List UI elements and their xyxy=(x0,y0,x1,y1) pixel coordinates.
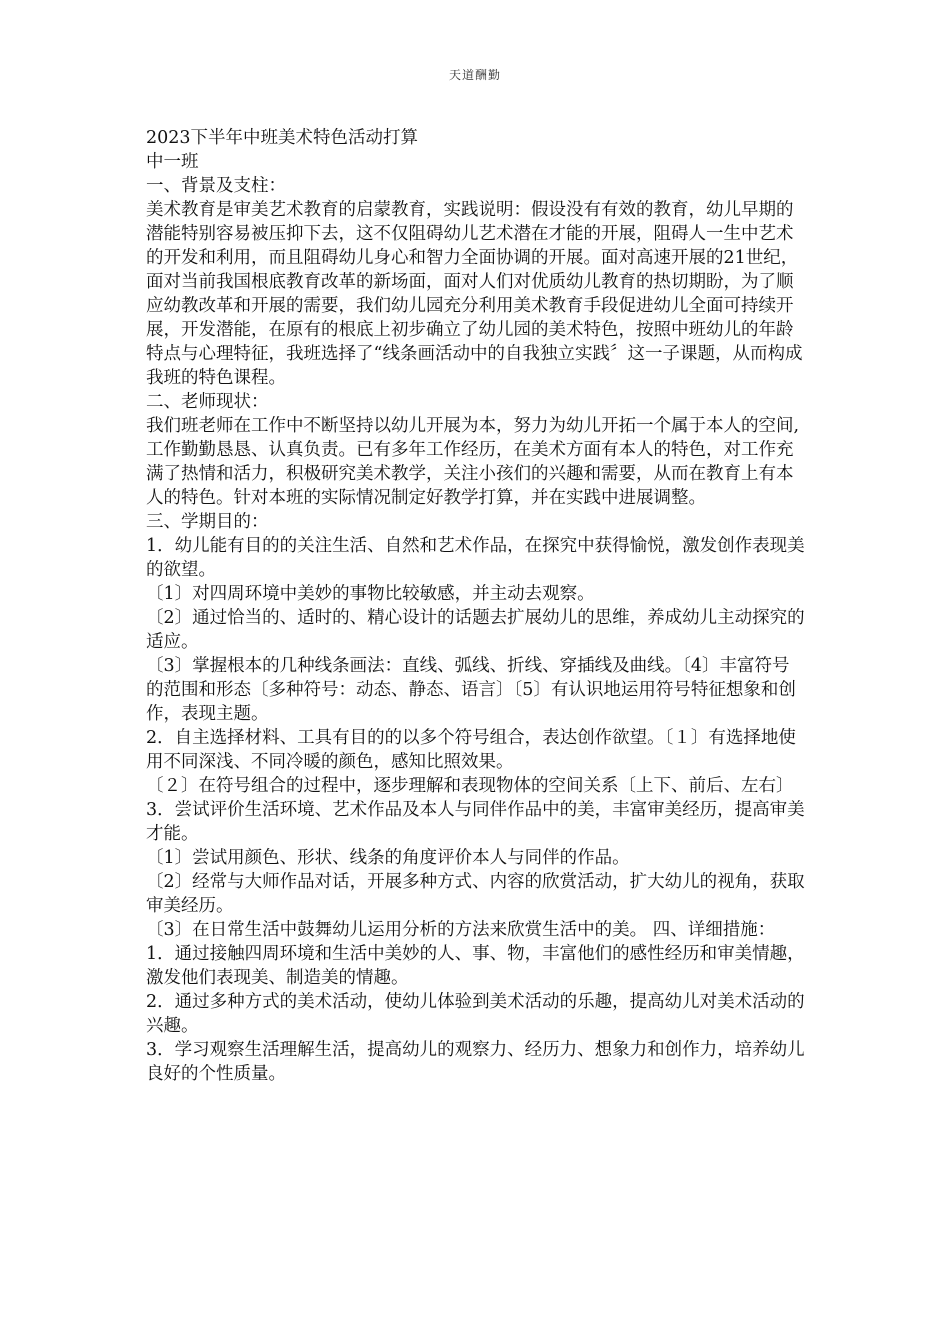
class-name: 中一班 xyxy=(146,152,199,172)
paragraph: 3．学习观察生活理解生活，提高幼儿的观察力、经历力、想象力和创作力，培养幼儿良好的个性质量。 xyxy=(146,1040,805,1084)
section-heading: 二、老师现状： xyxy=(146,392,269,412)
paragraph: 〔1〕对四周环境中美妙的事物比较敏感，并主动去观察。 xyxy=(146,584,595,604)
paragraph: 1．幼儿能有目的的关注生活、自然和艺术作品，在探究中获得愉悦，激发创作表现美的欲望。 xyxy=(146,536,805,580)
section-heading: 一、背景及支柱： xyxy=(146,176,286,196)
document-title: 2023下半年中班美术特色活动打算 xyxy=(146,128,419,148)
paragraph: 〔２〕在符号组合的过程中，逐步理解和表现物体的空间关系〔上下、前后、左右〕 xyxy=(146,776,794,796)
paragraph: 3．尝试评价生活环境、艺术作品及本人与同伴作品中的美，丰富审美经历，提高审美才能。 xyxy=(146,800,805,844)
paragraph: 〔2〕通过恰当的、适时的、精心设计的话题去扩展幼儿的思维，养成幼儿主动探究的适应。 xyxy=(146,608,805,652)
paragraph: 1．通过接触四周环境和生活中美妙的人、事、物，丰富他们的感性经历和审美情趣，激发他们表现美、制造美的情趣。 xyxy=(146,944,805,988)
paragraph: 2．通过多种方式的美术活动，使幼儿体验到美术活动的乐趣，提高幼儿对美术活动的兴趣。 xyxy=(146,992,805,1036)
paragraph: 〔3〕在日常生活中鼓舞幼儿运用分析的方法来欣赏生活中的美。 四、详细措施： xyxy=(146,920,776,940)
paragraph: 2．自主选择材料、工具有目的的以多个符号组合，表达创作欲望。〔１〕有选择地使用不同深浅、不同冷暖的颜色，感知比照效果。 xyxy=(146,728,796,772)
section-heading: 三、学期目的： xyxy=(146,512,269,532)
paragraph: 〔3〕掌握根本的几种线条画法：直线、弧线、折线、穿插线及曲线。〔4〕丰富符号的范围和形态〔多种符号：动态、静态、语言〕〔5〕有认识地运用符号特征想象和创作，表现主题。 xyxy=(146,656,796,724)
document-body xyxy=(146,126,806,1086)
paragraph: 〔1〕尝试用颜色、形状、线条的角度评价本人与同伴的作品。 xyxy=(146,848,630,868)
paragraph: 〔2〕经常与大师作品对话，开展多种方式、内容的欣赏活动，扩大幼儿的视角，获取审美经历。 xyxy=(146,872,805,916)
paragraph: 我们班老师在工作中不断坚持以幼儿开展为本，努力为幼儿开拓一个属于本人的空间,工作勤勤恳恳、认真负责。已有多年工作经历，在美术方面有本人的特色，对工作充满了热情和活力，积极研究美术教学，关注小孩们的兴趣和需要，从而在教育上有本人的特色。针对本班的实际情况制定好教学打算，并在实践中进展调整。 xyxy=(146,416,800,508)
page-header: 天道酬勤 xyxy=(448,68,501,82)
paragraph: 美术教育是审美艺术教育的启蒙教育，实践说明：假设没有有效的教育，幼儿早期的潜能特别容易被压抑下去，这不仅阻碍幼儿艺术潜在才能的开展，阻碍人一生中艺术的开发和利用，而且阻碍幼儿身心和智力全面协调的开展。面对高速开展的21世纪，面对当前我国根底教育改革的新场面，面对人们对优质幼儿教育的热切期盼，为了顺应幼教改革和开展的需要，我们幼儿园充分利用美术教育手段促进幼儿全面可持续开展，开发潜能，在原有的根底上初步确立了幼儿园的美术特色，按照中班幼儿的年龄特点与心理特征，我班选择了“线条画活动中的自我独立实践〞这一子课题，从而构成我班的特色课程。 xyxy=(146,200,803,388)
